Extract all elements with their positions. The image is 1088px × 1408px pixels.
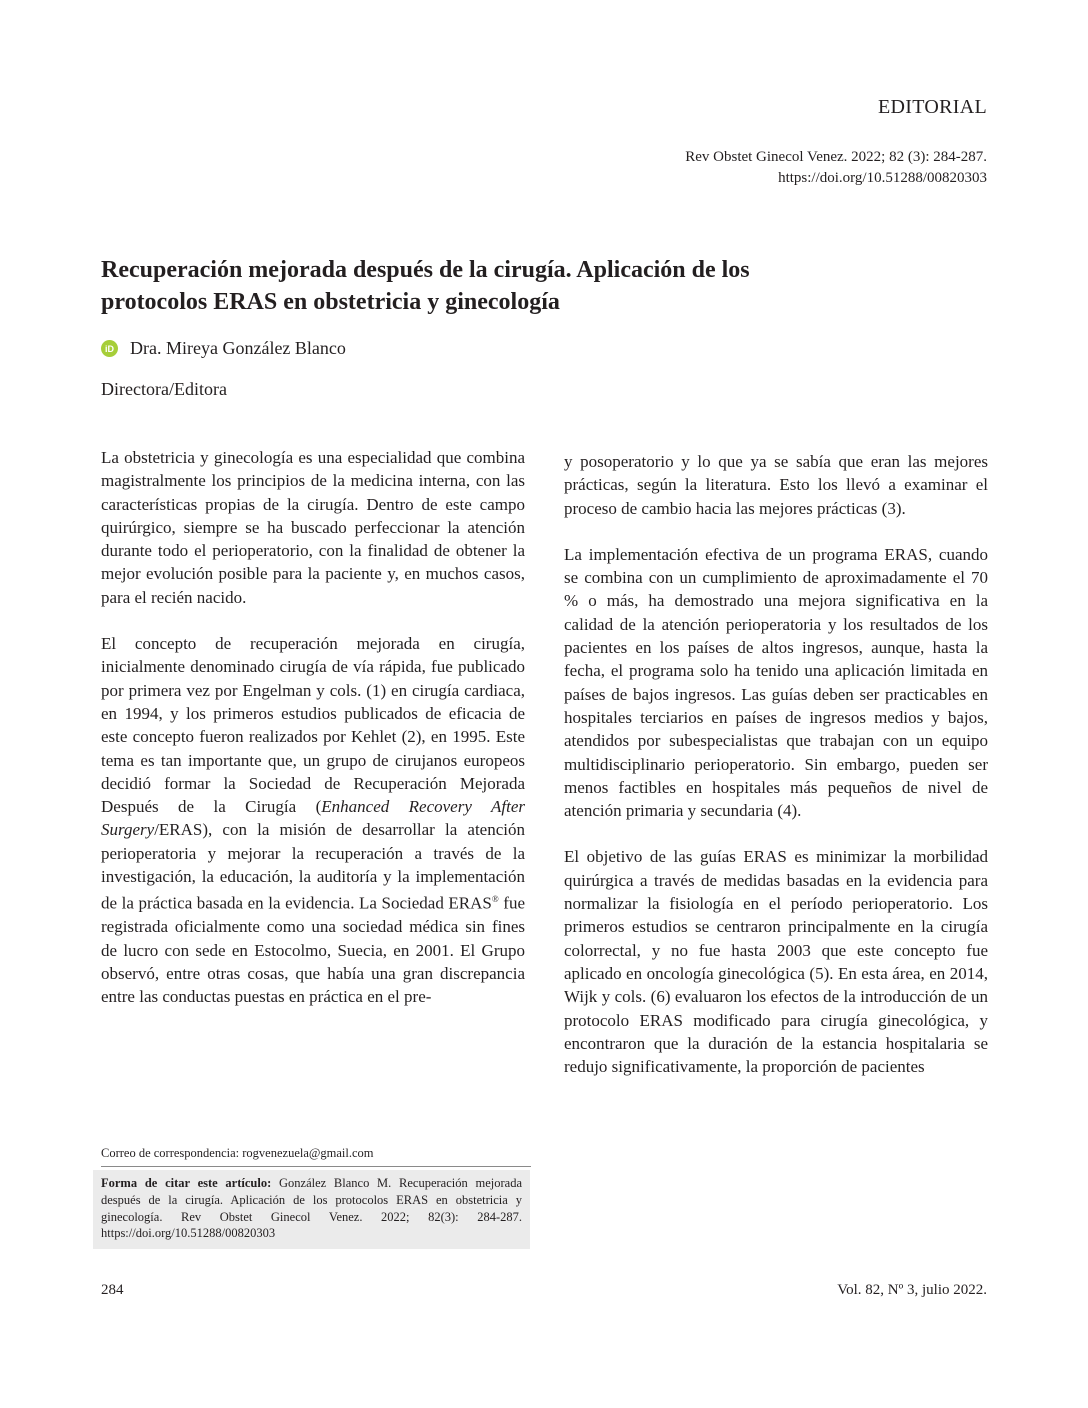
orcid-icon[interactable]: iD (101, 340, 118, 357)
issue-info: Vol. 82, Nº 3, julio 2022. (837, 1282, 987, 1298)
italic-term: Enhanced Recovery After Surgery (101, 797, 525, 840)
title-line-1: Recuperación mejorada después de la cirugía. Aplicación de los (101, 257, 750, 283)
page-number: 284 (101, 1282, 124, 1298)
body-column-right (564, 450, 988, 1078)
citation-box (93, 1170, 530, 1249)
author-affiliation: Directora/Editora (101, 379, 227, 399)
author-name: Dra. Mireya González Blanco (130, 338, 346, 358)
body-column-left (101, 446, 525, 1008)
paragraph: La implementación efectiva de un programa ERAS, cuando se combina con un cumplimiento de aproximadamente el 70 % o más, ha demostrado una mejora significativa en la calidad de la atención perioperatoria y los resultados de los pacientes en los países de altos ingresos, aunque, hasta la fecha, el programa solo ha tenido una aplicación limitada en países de bajos ingresos. Las guías deben ser practicables en hospitales terciarios en países de ingresos medios y bajos, atendidos por subespecialistas que trabajan con un equipo multidisciplinario perioperatorio. Sin embargo, pueden ser menos factibles en hospitales más pequeños de nivel de atención primaria y secundaria (4). (564, 544, 988, 821)
title-line-2: protocolos ERAS en obstetricia y ginecología (101, 289, 560, 315)
footnote-divider (101, 1166, 531, 1167)
article-title (101, 254, 981, 318)
author-row (101, 338, 346, 359)
paragraph: La obstetricia y ginecología es una especialidad que combina magistralmente los principios de la medicina interna, con las características propias de la cirugía. Dentro de este campo quirúrgico, siempre se ha buscado perfeccionar la atención durante todo el perioperatorio, con la finalidad de obtener la mejor evolución posible para la paciente y, en muchos casos, para el recién nacido. (101, 448, 525, 607)
journal-citation: Rev Obstet Ginecol Venez. 2022; 82 (3): 284-287. (685, 149, 987, 165)
paragraph: y posoperatorio y lo que ya se sabía que eran las mejores prácticas, según la literatura. Esto los llevó a examinar el proceso de cambio hacia las mejores prácticas (3). (564, 452, 988, 518)
paragraph: El objetivo de las guías ERAS es minimizar la morbilidad quirúrgica a través de medidas basadas en la evidencia para normalizar la fisiología en el período perioperatorio. Los primeros estudios se centraron principalmente en la cirugía colorrectal, y no fue hasta 2003 que este concepto fue aplicado en oncología ginecológica (5). En esta área, en 2014, Wijk y cols. (6) evaluaron los efectos de la introducción de un protocolo ERAS modificado para cirugía ginecológica, y encontraron que la duración de la estancia hospitalaria se redujo significativamente, la proporción de pacientes (564, 847, 988, 1077)
doi-link[interactable]: https://doi.org/10.51288/00820303 (778, 170, 987, 186)
correspondence-email: Correo de correspondencia: rogvenezuela@gmail.com (101, 1146, 374, 1160)
cite-label: Forma de citar este artículo: (101, 1176, 272, 1190)
paragraph: El concepto de recuperación mejorada en cirugía, inicialmente denominado cirugía de vía rápida, fue publicado por primera vez por Engelman y cols. (1) en cirugía cardiaca, en 1994, y los primeros estudios publicados de eficacia de este concepto fueron realizados por Kehlet (2), en 1995. Este tema es tan importante que, un grupo de cirujanos europeos decidió formar la Sociedad de Recuperación Mejorada Después de la Cirugía (Enhanced Recovery After Surgery/ERAS), con la misión de desarrollar la atención perioperatoria y mejorar la recuperación a través de la investigación, la educación, la auditoría y la implementación de la práctica basada en la evidencia. La Sociedad ERAS® fue registrada oficialmente como una sociedad médica sin fines de lucro con sede en Estocolmo, Suecia, en 2001. El Grupo observó, entre otras cosas, que había una gran discrepancia entre las conductas puestas en práctica en el pre- (101, 634, 525, 1007)
section-label: EDITORIAL (878, 96, 987, 118)
cite-text: González Blanco M. Recuperación mejorada después de la cirugía. Aplicación de los protocolos ERAS en obstetricia y ginecología. Rev Obstet Ginecol Venez. 2022; 82(3): 284-287. https://doi.org/10.51288/00820303 (101, 1176, 522, 1241)
registered-mark: ® (491, 894, 499, 905)
